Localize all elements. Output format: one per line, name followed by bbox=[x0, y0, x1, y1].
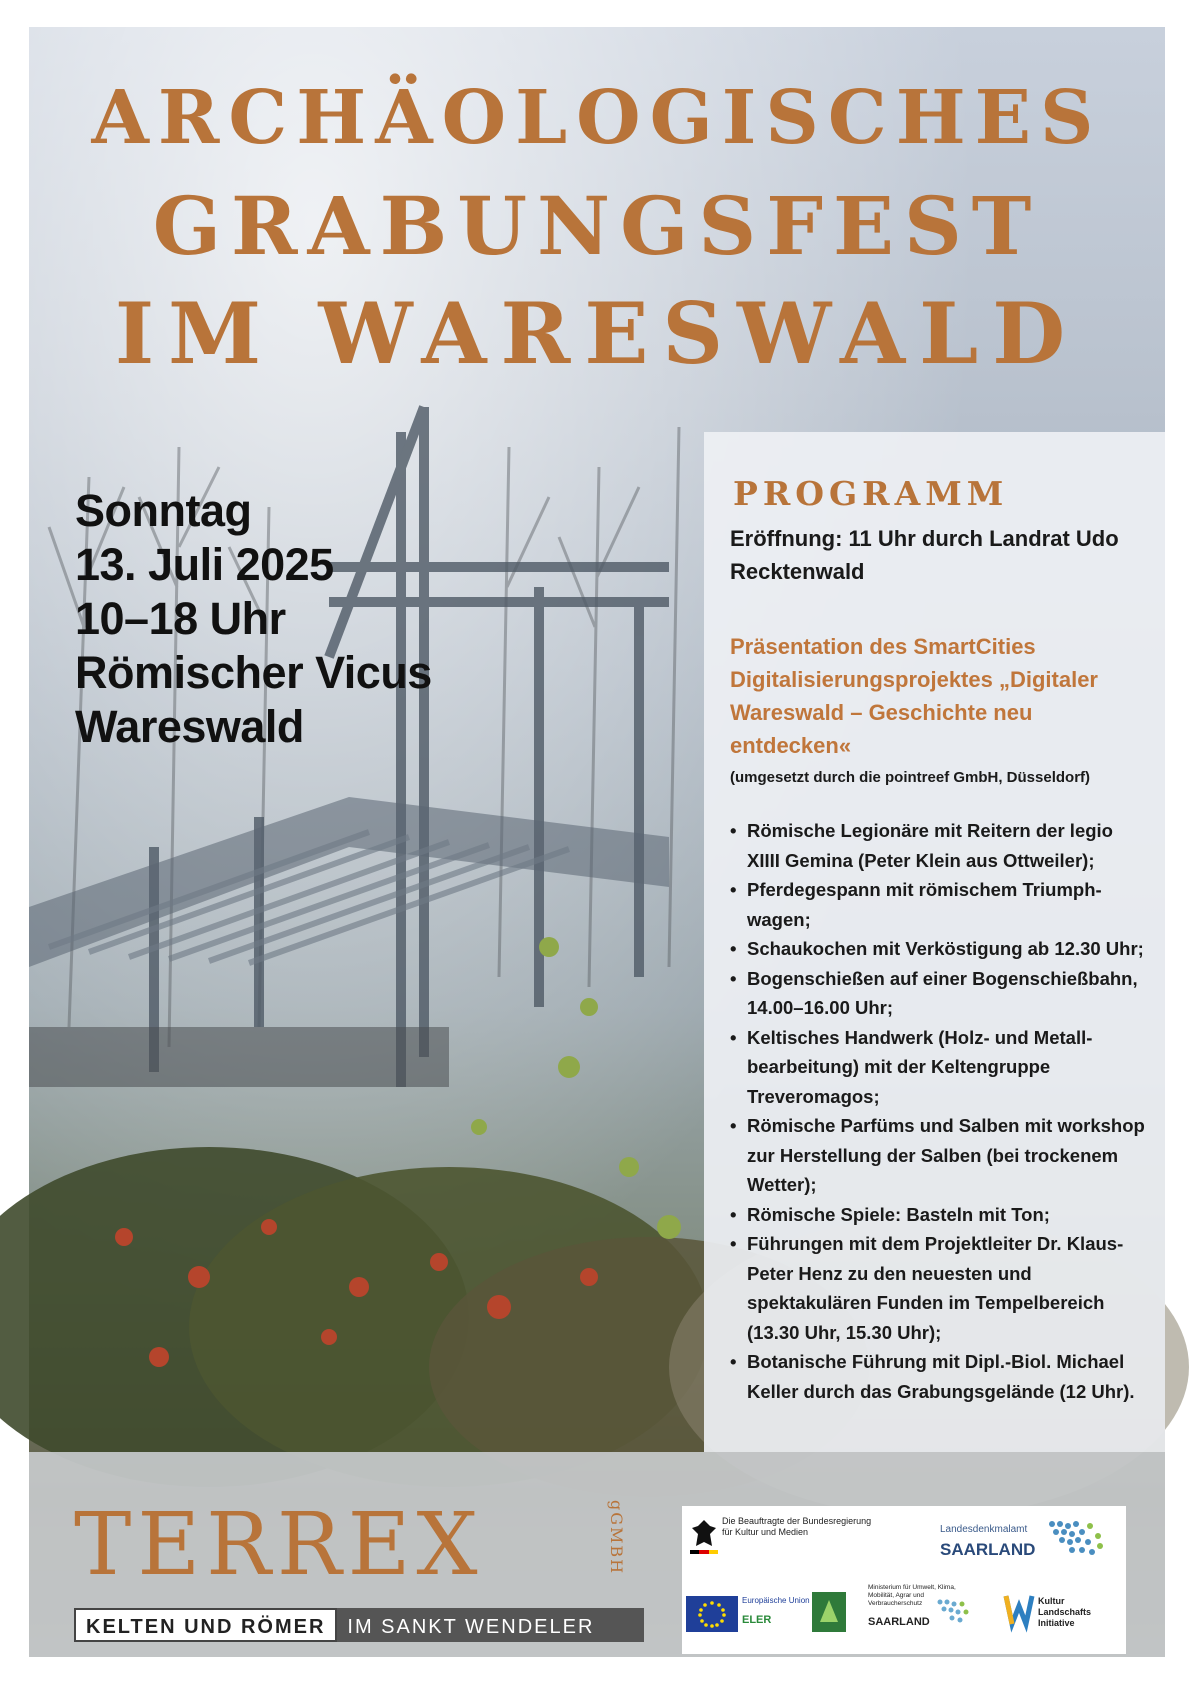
program-title: PROGRAMM bbox=[733, 474, 1009, 513]
poster bbox=[29, 27, 1165, 1676]
saarland-map-icon bbox=[1042, 1514, 1112, 1566]
headline-line-2: GRABUNGSFEST bbox=[152, 179, 1042, 273]
program-item: • Pferdegespann mit römischem Triumphwagen; bbox=[730, 875, 1150, 934]
headline-line-3: IM WARESWALD bbox=[114, 284, 1080, 383]
leader-logo-icon bbox=[812, 1592, 846, 1632]
sponsor-logos bbox=[682, 1506, 1126, 1654]
federal-eagle-icon bbox=[690, 1516, 718, 1556]
bkm-logo-text: Die Beauftragte der Bundesregierung für Kultur und Medien bbox=[722, 1516, 872, 1537]
terrex-legal-form: gGMBH bbox=[607, 1500, 626, 1576]
program-item: • Römische Parfüms und Salben mit workshop zur Herstellung der Salben (bei trockenem Wetter); bbox=[730, 1111, 1150, 1200]
event-place-line-2: Wareswald bbox=[75, 701, 304, 752]
event-time: 10–18 Uhr bbox=[75, 593, 286, 644]
program-panel bbox=[704, 432, 1165, 1452]
program-item: • Schaukochen mit Verköstigung ab 12.30 Uhr; bbox=[730, 934, 1150, 964]
eler-label: ELER bbox=[742, 1614, 772, 1626]
eu-flag-icon bbox=[686, 1596, 738, 1632]
event-date: 13. Juli 2025 bbox=[75, 539, 334, 590]
eu-label: Europäische Union bbox=[742, 1596, 810, 1605]
program-opening: Eröffnung: 11 Uhr durch Landrat Udo Recktenwald bbox=[730, 526, 1119, 584]
landesdenkmalamt-saarland: SAARLAND bbox=[940, 1540, 1036, 1559]
headline-line-1: ARCHÄOLOGISCHES bbox=[91, 75, 1103, 161]
program-item: • Keltisches Handwerk (Holz- und Metallbearbeitung) mit der Keltengruppe Treveromagos; bbox=[730, 1023, 1150, 1112]
saarland-ministry-map-icon bbox=[934, 1594, 974, 1628]
program-item: • Führungen mit dem Projektleiter Dr. Klaus-Peter Henz zu den neuesten und spektakulären Funden im Tempelbereich (13.30 Uhr, 15.30 Uhr); bbox=[730, 1229, 1150, 1347]
program-item: • Römische Spiele: Basteln mit Ton; bbox=[730, 1200, 1150, 1230]
program-item: • Römische Legionäre mit Reitern der legio XIIII Gemina (Peter Klein aus Ottweiler); bbox=[730, 816, 1150, 875]
program-presentation: Präsentation des SmartCities Digitalisierungsprojektes „Digitaler Wareswald – Geschichte neu entdecken« bbox=[730, 634, 1098, 758]
program-implementer: (umgesetzt durch die pointreef GmbH, Düsseldorf) bbox=[730, 769, 1091, 786]
terrex-wordmark: TERREX bbox=[74, 1495, 484, 1595]
landesdenkmalamt-label: Landesdenkmalamt bbox=[940, 1524, 1028, 1535]
tagline-left: KELTEN UND RÖMER bbox=[74, 1608, 337, 1642]
event-day: Sonntag bbox=[75, 485, 252, 536]
tagline-right: IM SANKT WENDELER LAND bbox=[337, 1608, 644, 1642]
program-list bbox=[730, 816, 1150, 1406]
program-item: • Botanische Führung mit Dipl.-Biol. Michael Keller durch das Grabungsgelände (12 Uhr). bbox=[730, 1347, 1150, 1406]
terrex-tagline bbox=[74, 1608, 644, 1676]
ministerium-label: Ministerium für Umwelt, Klima, Mobilität, Agrar und Verbraucherschutz bbox=[868, 1584, 956, 1607]
program-item: • Bogenschießen auf einer Bogenschießbahn, 14.00–16.00 Uhr; bbox=[730, 964, 1150, 1023]
ministerium-saarland: SAARLAND bbox=[868, 1616, 930, 1628]
footer bbox=[29, 1452, 1165, 1676]
kli-logo-icon bbox=[1004, 1592, 1034, 1628]
event-place-line-1: Römischer Vicus bbox=[75, 647, 432, 698]
kli-label: Kultur Landschafts Initiative bbox=[1038, 1596, 1092, 1628]
